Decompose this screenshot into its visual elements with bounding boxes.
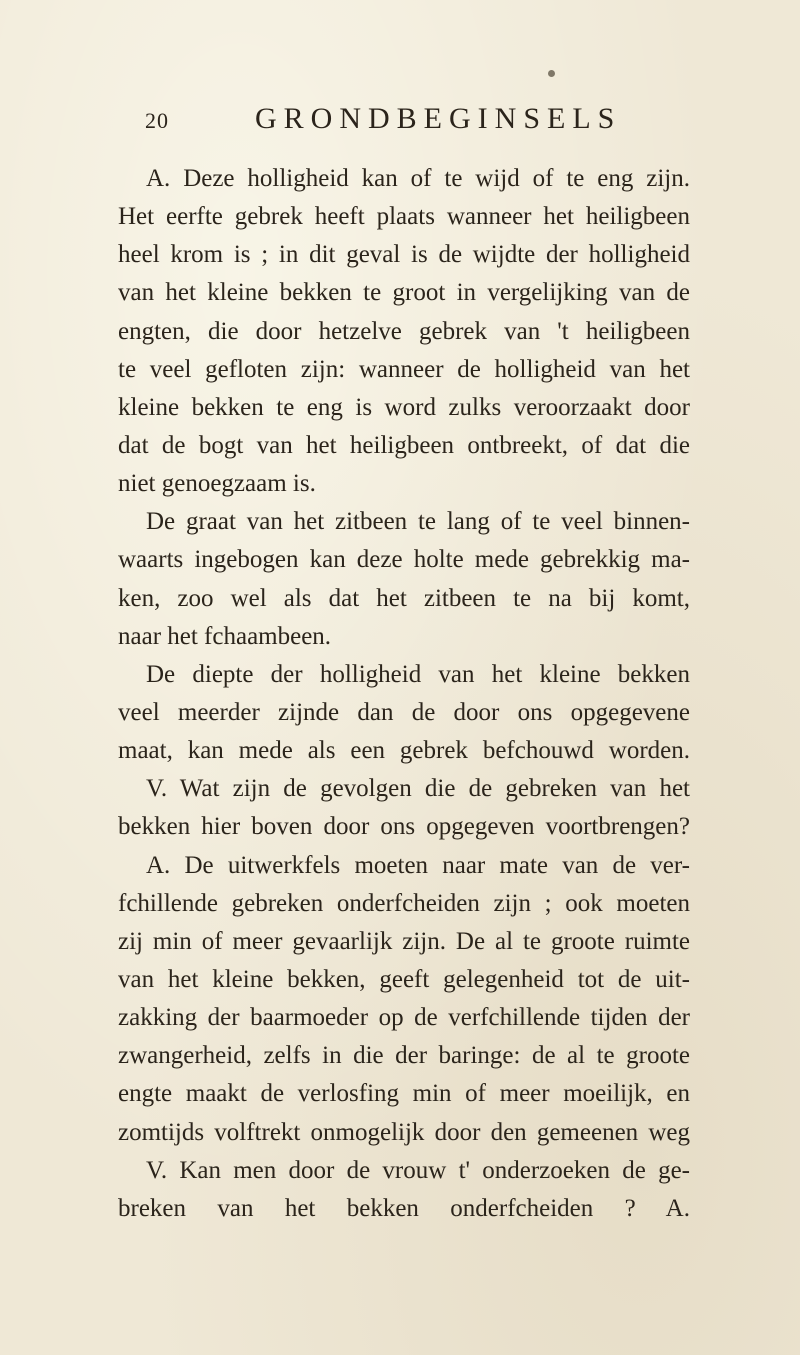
text-line: naar het fchaambeen.: [118, 622, 332, 650]
text-line: te veel gefloten zijn: wanneer de holligheid van het: [118, 355, 690, 383]
text-line: van het kleine bekken te groot in vergelijking van de: [118, 279, 690, 307]
text-line: van het kleine bekken, geeft gelegenheid tot de uit-: [118, 965, 690, 993]
text-line: niet genoegzaam is.: [118, 470, 316, 498]
text-line: veel meerder zijnde dan de door ons opgegevene: [118, 698, 690, 726]
text-line: ken, zoo wel als dat het zitbeen te na bij komt,: [118, 584, 690, 612]
ink-speck: [548, 70, 555, 77]
text-line: breken van het bekken onderfcheiden ? A.: [118, 1194, 690, 1222]
text-line: zakking der baarmoeder op de verfchillende tijden der: [118, 1004, 690, 1032]
body-text: [118, 160, 690, 1228]
text-line: bekken hier boven door ons opgegeven voortbrengen?: [118, 813, 690, 841]
page-number: 20: [145, 108, 169, 133]
text-line: waarts ingebogen kan deze holte mede gebrekkig ma-: [118, 546, 690, 574]
running-title: GRONDBEGINSELS: [255, 102, 622, 135]
text-line: heel krom is ; in dit geval is de wijdte der holligheid: [118, 241, 690, 269]
text-line: kleine bekken te eng is word zulks veroorzaakt door: [118, 393, 690, 421]
text-line: zomtijds volftrekt onmogelijk door den gemeenen weg: [118, 1118, 690, 1146]
text-line: V. Kan men door de vrouw t' onderzoeken de ge-: [146, 1156, 690, 1184]
text-line: Het eerfte gebrek heeft plaats wanneer het heiligbeen: [118, 203, 690, 231]
text-line: zij min of meer gevaarlijk zijn. De al te groote ruimte: [118, 927, 690, 955]
text-line: fchillende gebreken onderfcheiden zijn ; ook moeten: [118, 889, 690, 917]
text-line: dat de bogt van het heiligbeen ontbreekt, of dat die: [118, 431, 690, 459]
page-header: [145, 102, 685, 142]
text-line: A. Deze holligheid kan of te wijd of te eng zijn.: [146, 165, 690, 192]
text-line: V. Wat zijn de gevolgen die de gebreken van het: [146, 775, 690, 803]
text-line: zwangerheid, zelfs in die der baringe: de al te groote: [118, 1042, 690, 1070]
text-line: engte maakt de verlosfing min of meer moeilijk, en: [118, 1080, 690, 1108]
text-line: De graat van het zitbeen te lang of te veel binnen-: [146, 508, 690, 536]
text-line: engten, die door hetzelve gebrek van 't heiligbeen: [118, 317, 690, 345]
text-line: De diepte der holligheid van het kleine bekken: [146, 660, 690, 688]
text-line: A. De uitwerkfels moeten naar mate van de ver-: [146, 851, 690, 879]
text-line: maat, kan mede als een gebrek befchouwd worden.: [118, 737, 690, 765]
